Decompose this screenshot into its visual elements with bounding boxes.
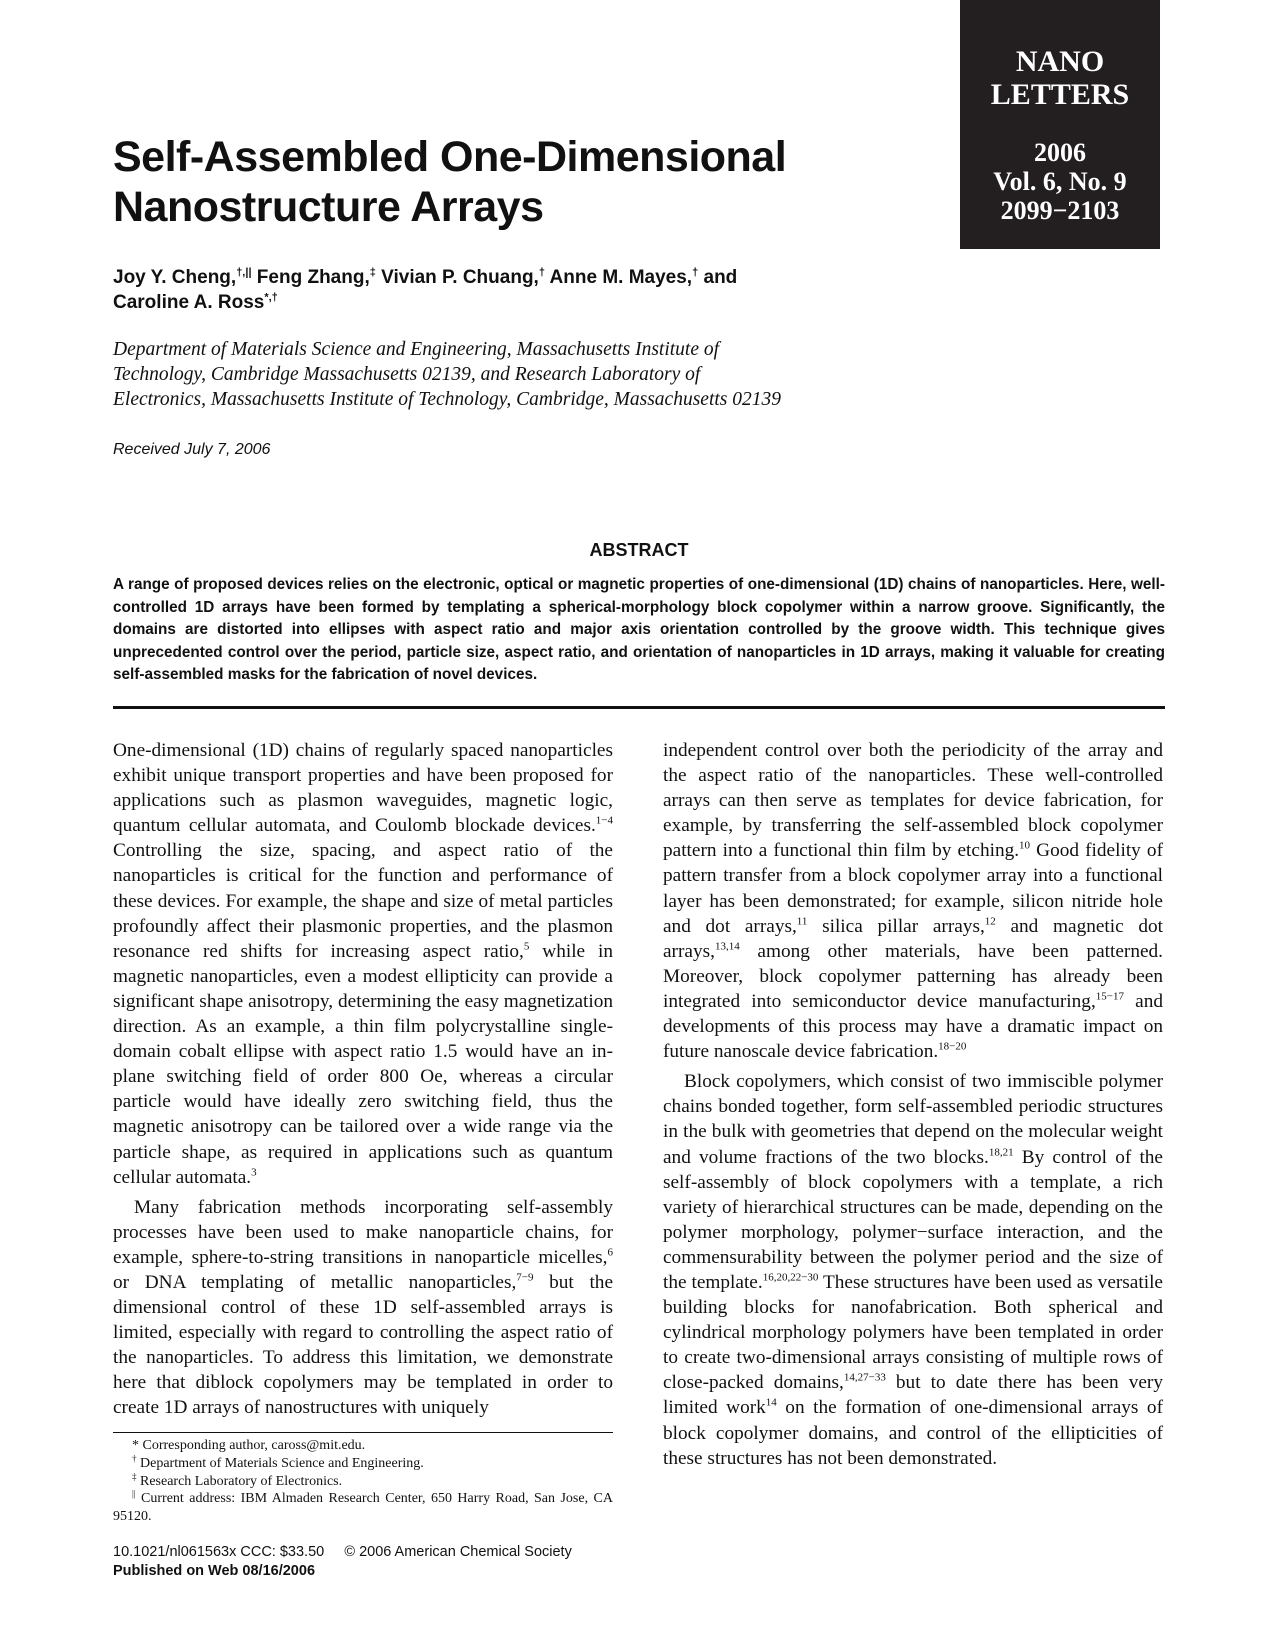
citation-ref: 12: [984, 915, 996, 928]
body-column-right: [663, 738, 1163, 1471]
affiliation-line: Electronics, Massachusetts Institute of Technology, Cambridge, Massachusetts 02139: [113, 389, 782, 410]
citation-ref: 11: [796, 915, 808, 928]
body-text: and developments of this process may have a dramatic impact on future nanoscale device fabrication.: [663, 990, 1163, 1063]
author-name: Caroline A. Ross: [113, 292, 265, 313]
published-date: Published on Web 08/16/2006: [113, 1563, 316, 1579]
footnote: [113, 1490, 613, 1526]
author-affiliation-mark: *,†: [264, 291, 278, 304]
paper-title: [113, 132, 873, 232]
citation-ref: 13,14: [714, 940, 740, 953]
footnote: [113, 1437, 613, 1455]
footnote-text: Research Laboratory of Electronics.: [136, 1473, 343, 1489]
author-name: Joy Y. Cheng,: [113, 267, 237, 288]
body-text: Good fidelity of pattern transfer from a block copolymer array into a functional layer has been demonstrated; for example, silicon nitride hole and dot arrays,: [663, 840, 1163, 937]
journal-badge: [960, 0, 1160, 249]
journal-citation: [960, 138, 1160, 225]
body-text: but the dimensional control of these 1D self-assembled arrays is limited, especially with regard to controlling the aspect ratio of the nanoparticles. To address this limitation, we demonstrate here that diblock copolymers may be templated in order to create 1D arrays of nanostructures with uniquely: [113, 1271, 613, 1419]
citation-ref: 10: [1019, 839, 1031, 852]
body-text: Block copolymers, which consist of two immiscible polymer chains bonded together, form self-assembled periodic structures in the bulk with geometries that depend on the molecular weight and volume fractions of the two blocks.: [663, 1071, 1163, 1168]
abstract-divider: [113, 706, 1165, 709]
body-paragraph: [663, 1069, 1163, 1471]
citation-ref: 5: [523, 940, 530, 953]
citation-ref: 6: [607, 1246, 613, 1259]
body-text: By control of the self-assembly of block copolymers with a template, a rich variety of hierarchical structures can be made, depending on the polymer morphology, polymer−surface interaction, and the commensurability between the polymer period and the size of the template.: [663, 1146, 1163, 1293]
received-date: Received July 7, 2006: [113, 441, 271, 458]
citation-ref: 18,21: [988, 1146, 1014, 1159]
footnote: [113, 1470, 613, 1491]
body-text: while in magnetic nanoparticles, even a modest ellipticity can provide a significant shape anisotropy, determining the easy magnetization direction. As an example, a thin film polycrystalline single-domain cobalt ellipse with aspect ratio 1.5 would have an in-plane switching field of order 800 Oe, whereas a circular particle would have ideally zero switching field, thus the magnetic anisotropy can be tailored over a wide range via the particle shape, as required in applications such as quantum cellular automata.: [113, 940, 613, 1188]
footnotes: [113, 1437, 613, 1526]
author-line-2: [113, 290, 873, 315]
affiliation: [113, 337, 873, 412]
footnote-text: Department of Materials Science and Engineering.: [136, 1455, 424, 1471]
citation-ref: 7−9: [516, 1271, 534, 1284]
journal-volume: Vol. 6, No. 9: [993, 167, 1127, 196]
body-text: but to date there has been very limited work: [663, 1372, 1163, 1419]
author-affiliation-mark: †: [538, 266, 545, 279]
body-text: Controlling the size, spacing, and aspect ratio of the nanoparticles is critical for the function and performance of these devices. For example, the shape and size of metal particles profoundly affect their plasmonic properties, and the plasmon resonance red shifts for increasing aspect ratio,: [113, 840, 613, 962]
footnote-divider: [113, 1432, 613, 1433]
title-line-1: Self-Assembled One-Dimensional: [113, 133, 787, 181]
footnote-text: * Corresponding author, caross@mit.edu.: [132, 1438, 366, 1453]
footnote-mark: ||: [132, 1488, 136, 1499]
author-line-1: [113, 265, 873, 290]
author-name: Feng Zhang,: [251, 267, 370, 288]
author-name: Vivian P. Chuang,: [375, 267, 539, 288]
body-text: These structures have been used as versatile building blocks for nanofabrication. Both spherical and cylindrical morphology polymers have been templated in order to create two-dimensional arrays consisting of multiple rows of close-packed domains,: [663, 1271, 1163, 1394]
footnote-text: Current address: IBM Almaden Research Center, 650 Harry Road, San Jose, CA 95120.: [113, 1491, 613, 1525]
body-text: Many fabrication methods incorporating self-assembly processes have been used to make nanoparticle chains, for example, sphere-to-string transitions in nanoparticle micelles,: [113, 1196, 613, 1268]
doi-copyright-line: 10.1021/nl061563x CCC: $33.50 © 2006 American Chemical Society: [113, 1544, 572, 1560]
body-text: on the formation of one-dimensional arrays of block copolymer domains, and control of the ellipticities of these structures has not been demonstrated.: [663, 1397, 1163, 1469]
body-paragraph: [113, 1195, 613, 1421]
journal-year: 2006: [1034, 138, 1086, 167]
affiliation-line: Department of Materials Science and Engineering, Massachusetts Institute of: [113, 339, 720, 360]
journal-name: [960, 45, 1160, 111]
title-line-2: Nanostructure Arrays: [113, 183, 544, 231]
author-affiliation-mark: †,||: [236, 266, 252, 279]
footnote-mark: ‡: [132, 1470, 137, 1481]
body-paragraph: [663, 738, 1163, 1064]
citation-ref: 14: [765, 1397, 777, 1410]
body-text: among other materials, have been patterned. Moreover, block copolymer patterning has already been integrated into semiconductor device manufacturing,: [663, 940, 1163, 1012]
footnote: [113, 1455, 613, 1473]
body-text: independent control over both the periodicity of the array and the aspect ratio of the nanoparticles. These well-controlled arrays can then serve as templates for device fabrication, for example, by transferring the self-assembled block copolymer pattern into a functional thin film by etching.: [663, 740, 1163, 862]
citation-ref: 15−17: [1095, 990, 1124, 1003]
citation-ref: 16,20,22−30: [762, 1271, 819, 1284]
body-column-left: [113, 738, 613, 1421]
body-text: or DNA templating of metallic nanoparticles,: [113, 1271, 517, 1293]
abstract-text: A range of proposed devices relies on the electronic, optical or magnetic properties of one-dimensional (1D) chains of nanoparticles. Here, well-controlled 1D arrays have been formed by templating a spherical-morphology block copolymer within a narrow groove. Significantly, the domains are distorted into ellipses with aspect ratio and major axis orientation controlled by the groove width. This technique gives unprecedented control over the period, particle size, aspect ratio, and orientation of nanoparticles in 1D arrays, making it valuable for creating self-assembled masks for the fabrication of novel devices.: [113, 576, 1165, 684]
author-list: [113, 265, 873, 315]
citation-ref: 1−4: [595, 814, 613, 827]
affiliation-line: Technology, Cambridge Massachusetts 02139, and Research Laboratory of: [113, 364, 701, 385]
journal-name-line2: LETTERS: [990, 78, 1130, 111]
journal-name-line1: NANO: [1015, 45, 1105, 78]
body-paragraph: [113, 738, 613, 1190]
author-affiliation-mark: ‡: [369, 266, 376, 279]
body-text: silica pillar arrays,: [807, 915, 985, 937]
journal-pages: 2099−2103: [1000, 196, 1120, 225]
author-conjunction: and: [698, 267, 738, 288]
abstract-heading: ABSTRACT: [589, 540, 689, 560]
author-name: Anne M. Mayes,: [544, 267, 693, 288]
citation-ref: 18−20: [938, 1040, 967, 1053]
footnote-mark: †: [132, 1453, 137, 1464]
citation-ref: 3: [251, 1166, 257, 1179]
author-affiliation-mark: †: [692, 266, 699, 279]
body-text: and magnetic dot arrays,: [663, 915, 1164, 962]
citation-ref: 14,27−33: [843, 1371, 886, 1384]
body-text: One-dimensional (1D) chains of regularly spaced nanoparticles exhibit unique transport properties and have been proposed for applications such as plasmon waveguides, magnetic logic, quantum cellular automata, and Coulomb blockade devices.: [113, 740, 613, 837]
